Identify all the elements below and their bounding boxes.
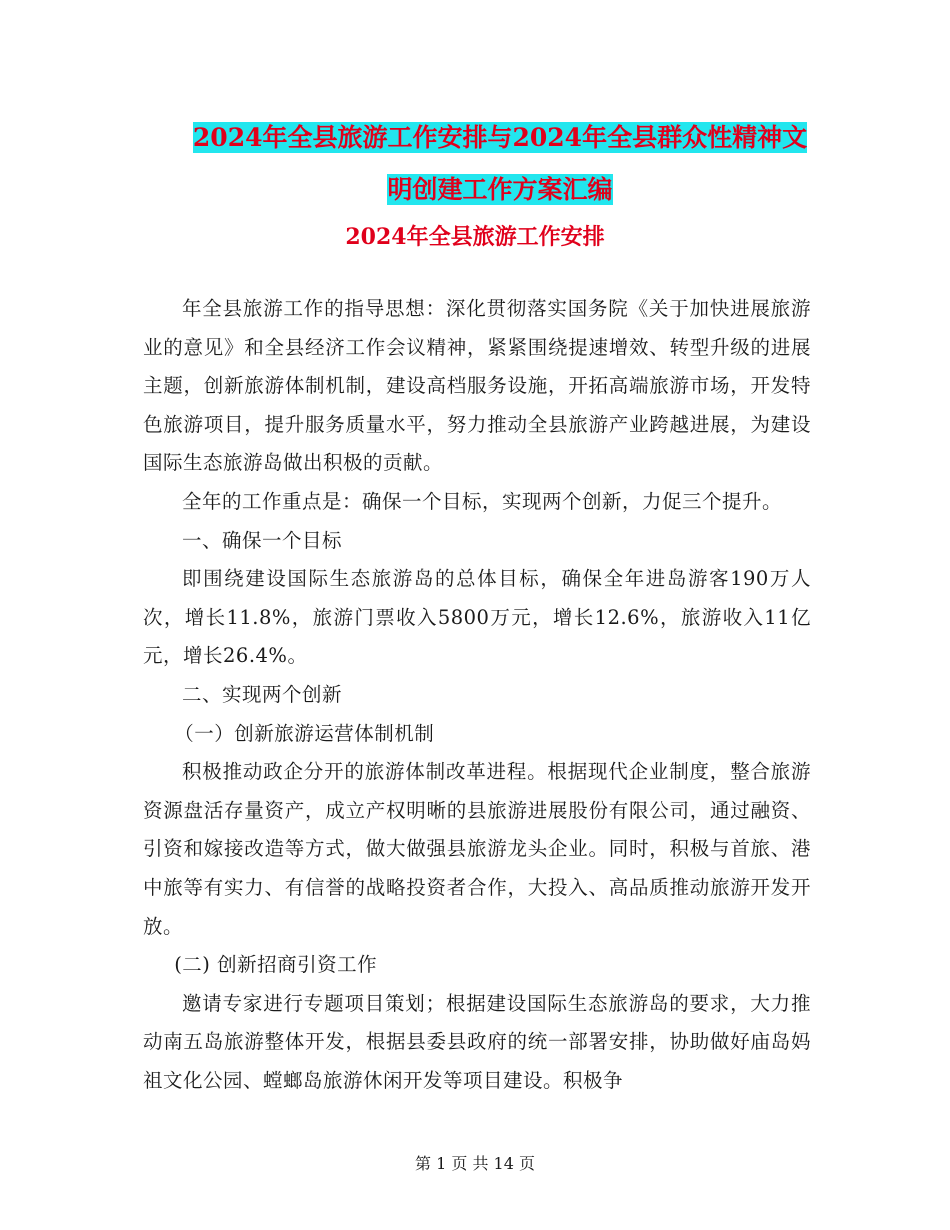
paragraph-investment: 邀请专家进行专题项目策划；根据建设国际生态旅游岛的要求，大力推动南五岛旅游整体开发，根据县委县政府的统一部署安排，协助做好庙岛妈祖文化公园、螳螂岛旅游休闲开发等项目建设。积极争 bbox=[143, 991, 811, 1092]
paragraph-reform: 积极推动政企分开的旅游体制改革进程。根据现代企业制度，整合旅游资源盘活存量资产，成立产权明晰的县旅游进展股份有限公司，通过融资、引资和嫁接改造等方式，做大做强县旅游龙头企业。同时，积极与首旅、港中旅等有实力、有信誉的战略投资者合作，大投入、高品质推动旅游开发开放。 bbox=[143, 760, 811, 938]
document-title-line-1: 2024年全县旅游工作安排与2024年全县群众性精神文 bbox=[192, 123, 808, 152]
document-body bbox=[143, 290, 811, 1100]
section-title: 2024年全县旅游工作安排 bbox=[345, 224, 605, 250]
subheading-investment: (二) 创新招商引资工作 bbox=[174, 953, 378, 977]
subheading-operation-mechanism: （一）创新旅游运营体制机制 bbox=[174, 721, 435, 745]
heading-one-goal: 一、确保一个目标 bbox=[182, 528, 343, 552]
document-title-line-2: 明创建工作方案汇编 bbox=[387, 175, 613, 204]
heading-two-innovations: 二、实现两个创新 bbox=[182, 682, 343, 706]
paragraph-goal-figures: 即围绕建设国际生态旅游岛的总体目标，确保全年进岛游客190万人次，增长11.8%，旅游门票收入5800万元，增长12.6%，旅游收入11亿元，增长26.4%。 bbox=[143, 567, 811, 668]
document-title bbox=[140, 112, 860, 216]
paragraph-guiding-thought: 年全县旅游工作的指导思想：深化贯彻落实国务院《关于加快进展旅游业的意见》和全县经济工作会议精神，紧紧围绕提速增效、转型升级的进展主题，创新旅游体制机制，建设高档服务设施，开拓高端旅游市场，开发特色旅游项目，提升服务质量水平，努力推动全县旅游产业跨越进展，为建设国际生态旅游岛做出积极的贡献。 bbox=[143, 297, 811, 475]
paragraph-work-focus: 全年的工作重点是：确保一个目标，实现两个创新，力促三个提升。 bbox=[182, 489, 783, 513]
page-footer: 第 1 页 共 14 页 bbox=[415, 1154, 535, 1173]
